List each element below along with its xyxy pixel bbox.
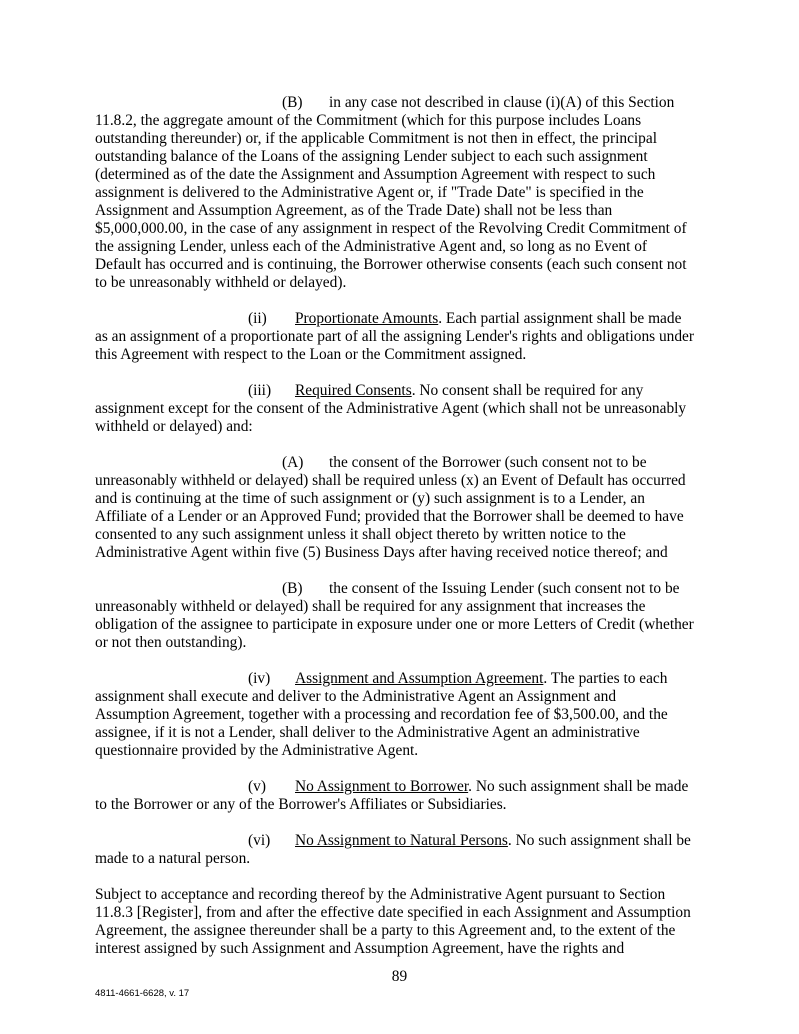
line-text: or not then outstanding). bbox=[95, 634, 247, 651]
paragraph-iii-a-borrower-consent bbox=[95, 454, 707, 562]
line-text: 11.8.3 [Register], from and after the effective date specified in each Assignment and Assumption bbox=[95, 904, 691, 921]
line-text: assignment shall execute and deliver to the Administrative Agent an Assignment and bbox=[95, 688, 617, 705]
paragraph-first-line bbox=[95, 778, 707, 796]
paragraph-first-line bbox=[95, 670, 707, 688]
line-text: . No consent shall be required for any bbox=[411, 382, 644, 399]
line-text: Administrative Agent within five (5) Business Days after having received notice thereof; and bbox=[95, 544, 668, 561]
paragraph-iv-assignment-agreement bbox=[95, 670, 707, 760]
line-text: assignee, if it is not a Lender, shall deliver to the Administrative Agent an administrative bbox=[95, 724, 640, 741]
line-text: obligation of the assignee to participate in exposure under one or more Letters of Credit (whether bbox=[95, 616, 694, 633]
line-text: Assignment and Assumption Agreement, as of the Trade Date) shall not be less than bbox=[95, 202, 613, 219]
line-text: in any case not described in clause (i)(A) of this Section bbox=[329, 94, 675, 111]
line-text: consented to any such assignment unless it shall object thereto by written notice to the bbox=[95, 526, 626, 543]
clause-label: (B) bbox=[282, 580, 303, 597]
paragraph-v-no-assignment-borrower bbox=[95, 778, 707, 814]
line-text: Assumption Agreement, together with a processing and recordation fee of $3,500.00, and the bbox=[95, 706, 668, 723]
clause-label: (ii) bbox=[248, 310, 267, 327]
line-text: 11.8.2, the aggregate amount of the Commitment (which for this purpose includes Loans bbox=[95, 112, 642, 129]
line-text: as an assignment of a proportionate part of all the assigning Lender's rights and obligations under bbox=[95, 328, 695, 345]
line-text: unreasonably withheld or delayed) shall be required for any assignment that increases the bbox=[95, 598, 646, 615]
clause-heading: Proportionate Amounts bbox=[295, 310, 439, 327]
line-text: outstanding thereunder) or, if the applicable Commitment is not then in effect, the principal bbox=[95, 130, 657, 147]
line-text: $5,000,000.00, in the case of any assignment in respect of the Revolving Credit Commitment of bbox=[95, 220, 687, 237]
line-text: interest assigned by such Assignment and Assumption Agreement, have the rights and bbox=[95, 940, 625, 957]
clause-heading: No Assignment to Natural Persons bbox=[295, 832, 508, 849]
line-text: to the Borrower or any of the Borrower's Affiliates or Subsidiaries. bbox=[95, 796, 507, 813]
paragraph-vi-no-assignment-natural-persons bbox=[95, 832, 707, 868]
line-text: made to a natural person. bbox=[95, 850, 251, 867]
line-text: to be unreasonably withheld or delayed). bbox=[95, 274, 347, 291]
line-text: this Agreement with respect to the Loan or the Commitment assigned. bbox=[95, 346, 527, 363]
paragraph-first-line bbox=[95, 832, 707, 850]
line-text: Affiliate of a Lender or an Approved Fund; provided that the Borrower shall be deemed to have bbox=[95, 508, 684, 525]
paragraph-first-line bbox=[95, 94, 707, 112]
line-text: withheld or delayed) and: bbox=[95, 418, 253, 435]
clause-label: (iii) bbox=[248, 382, 272, 399]
line-text: Subject to acceptance and recording thereof by the Administrative Agent pursuant to Section bbox=[95, 886, 666, 903]
clause-label: (A) bbox=[282, 454, 304, 471]
paragraph-iii-required-consents bbox=[95, 382, 707, 436]
line-text: questionnaire provided by the Administrative Agent. bbox=[95, 742, 419, 759]
clause-heading: No Assignment to Borrower bbox=[295, 778, 469, 795]
line-text: the assigning Lender, unless each of the Administrative Agent and, so long as no Event of bbox=[95, 238, 648, 255]
line-text: Default has occurred and is continuing, the Borrower otherwise consents (each such consent not bbox=[95, 256, 687, 273]
line-text: assignment is delivered to the Administrative Agent or, if "Trade Date" is specified in the bbox=[95, 184, 644, 201]
clause-heading: Required Consents bbox=[295, 382, 412, 399]
line-text: the consent of the Issuing Lender (such consent not to be bbox=[329, 580, 680, 597]
paragraph-ii-proportionate-amounts bbox=[95, 310, 707, 364]
line-text: . Each partial assignment shall be made bbox=[438, 310, 682, 327]
paragraph-b-minimum-amount bbox=[95, 94, 707, 292]
line-text: . No such assignment shall be bbox=[507, 832, 691, 849]
line-text: the consent of the Borrower (such consent not to be bbox=[329, 454, 647, 471]
paragraph-first-line bbox=[95, 580, 707, 598]
line-text: assignment except for the consent of the Administrative Agent (which shall not be unreasonably bbox=[95, 400, 687, 417]
clause-label: (iv) bbox=[248, 670, 271, 687]
document-id: 4811-4661-6628, v. 17 bbox=[95, 988, 190, 999]
line-text: (determined as of the date the Assignment and Assumption Agreement with respect to such bbox=[95, 166, 656, 183]
clause-label: (vi) bbox=[248, 832, 271, 849]
clause-label: (B) bbox=[282, 94, 303, 111]
page-number: 89 bbox=[391, 968, 408, 985]
clause-heading: Assignment and Assumption Agreement bbox=[295, 670, 544, 687]
paragraph-iii-b-issuing-lender-consent bbox=[95, 580, 707, 652]
paragraph-first-line bbox=[95, 310, 707, 328]
paragraph-first-line bbox=[95, 382, 707, 400]
line-text: unreasonably withheld or delayed) shall be required unless (x) an Event of Default has occurred bbox=[95, 472, 686, 489]
document-body bbox=[95, 94, 707, 976]
paragraph-closing bbox=[95, 886, 707, 958]
line-text: Agreement, the assignee thereunder shall be a party to this Agreement and, to the extent of the bbox=[95, 922, 676, 939]
line-text: . No such assignment shall be made bbox=[468, 778, 689, 795]
line-text: and is continuing at the time of such assignment or (y) such assignment is to a Lender, an bbox=[95, 490, 645, 507]
paragraph-first-line bbox=[95, 454, 707, 472]
clause-label: (v) bbox=[248, 778, 266, 795]
line-text: outstanding balance of the Loans of the assigning Lender subject to each such assignment bbox=[95, 148, 648, 165]
line-text: . The parties to each bbox=[543, 670, 668, 687]
